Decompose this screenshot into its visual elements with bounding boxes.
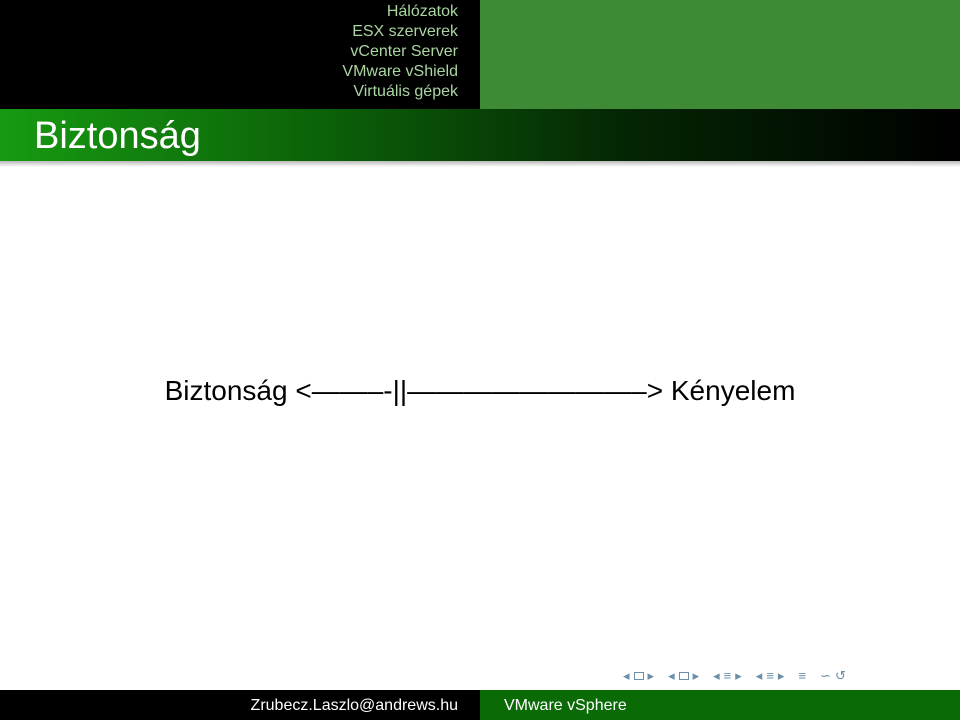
nav-bar-left (0, 0, 480, 109)
navigation-symbols (623, 666, 953, 686)
zoom-icon[interactable]: ↺ (834, 668, 846, 683)
title-shadow (0, 161, 960, 167)
prev-section-arrow-icon[interactable]: ◂ (755, 668, 763, 683)
nav-section-vshield[interactable]: VMware vShield (342, 63, 458, 80)
section-nav-list (342, 2, 458, 102)
next-frame-arrow-icon[interactable]: ▸ (647, 668, 655, 683)
search-icon[interactable]: ∽ (820, 668, 831, 683)
line-left-text: Biztonság < (164, 375, 312, 406)
frame-title: Biztonság (34, 115, 201, 157)
slide-icon[interactable] (679, 672, 689, 680)
nav-section-virtualis-gepek[interactable]: Virtuális gépek (353, 83, 458, 100)
subsection-icon[interactable]: ≡ (723, 668, 732, 683)
next-subsection-arrow-icon[interactable]: ▸ (735, 668, 742, 683)
nav-section-vcenter[interactable]: vCenter Server (350, 43, 458, 60)
frame-title-bar (0, 109, 960, 161)
nav-section-esx[interactable]: ESX szerverek (352, 23, 458, 40)
line-right-text: > Kényelem (646, 375, 796, 406)
line-middle: -|| (383, 375, 408, 406)
prev-subsection-arrow-icon[interactable]: ◂ (713, 668, 720, 683)
security-comfort-line (0, 374, 960, 408)
frame-icon[interactable] (634, 672, 644, 680)
footer-author: Zrubecz.Laszlo@andrews.hu (250, 697, 458, 714)
footer-title: VMware vSphere (504, 697, 627, 714)
prev-slide-arrow-icon[interactable]: ◂ (668, 668, 675, 683)
nav-bar-right (480, 0, 960, 109)
next-slide-arrow-icon[interactable]: ▸ (692, 668, 700, 683)
next-section-arrow-icon[interactable]: ▸ (777, 668, 785, 683)
nav-section-halozatok[interactable]: Hálózatok (386, 3, 458, 20)
footer-right (480, 690, 960, 720)
prev-frame-arrow-icon[interactable]: ◂ (623, 668, 630, 683)
align-icon[interactable]: ≡ (798, 668, 807, 683)
line-dashes-a: ——– (311, 375, 384, 406)
section-icon[interactable]: ≡ (766, 668, 774, 683)
footer-left (0, 690, 480, 720)
line-dashes-b: ————————– (407, 375, 647, 406)
